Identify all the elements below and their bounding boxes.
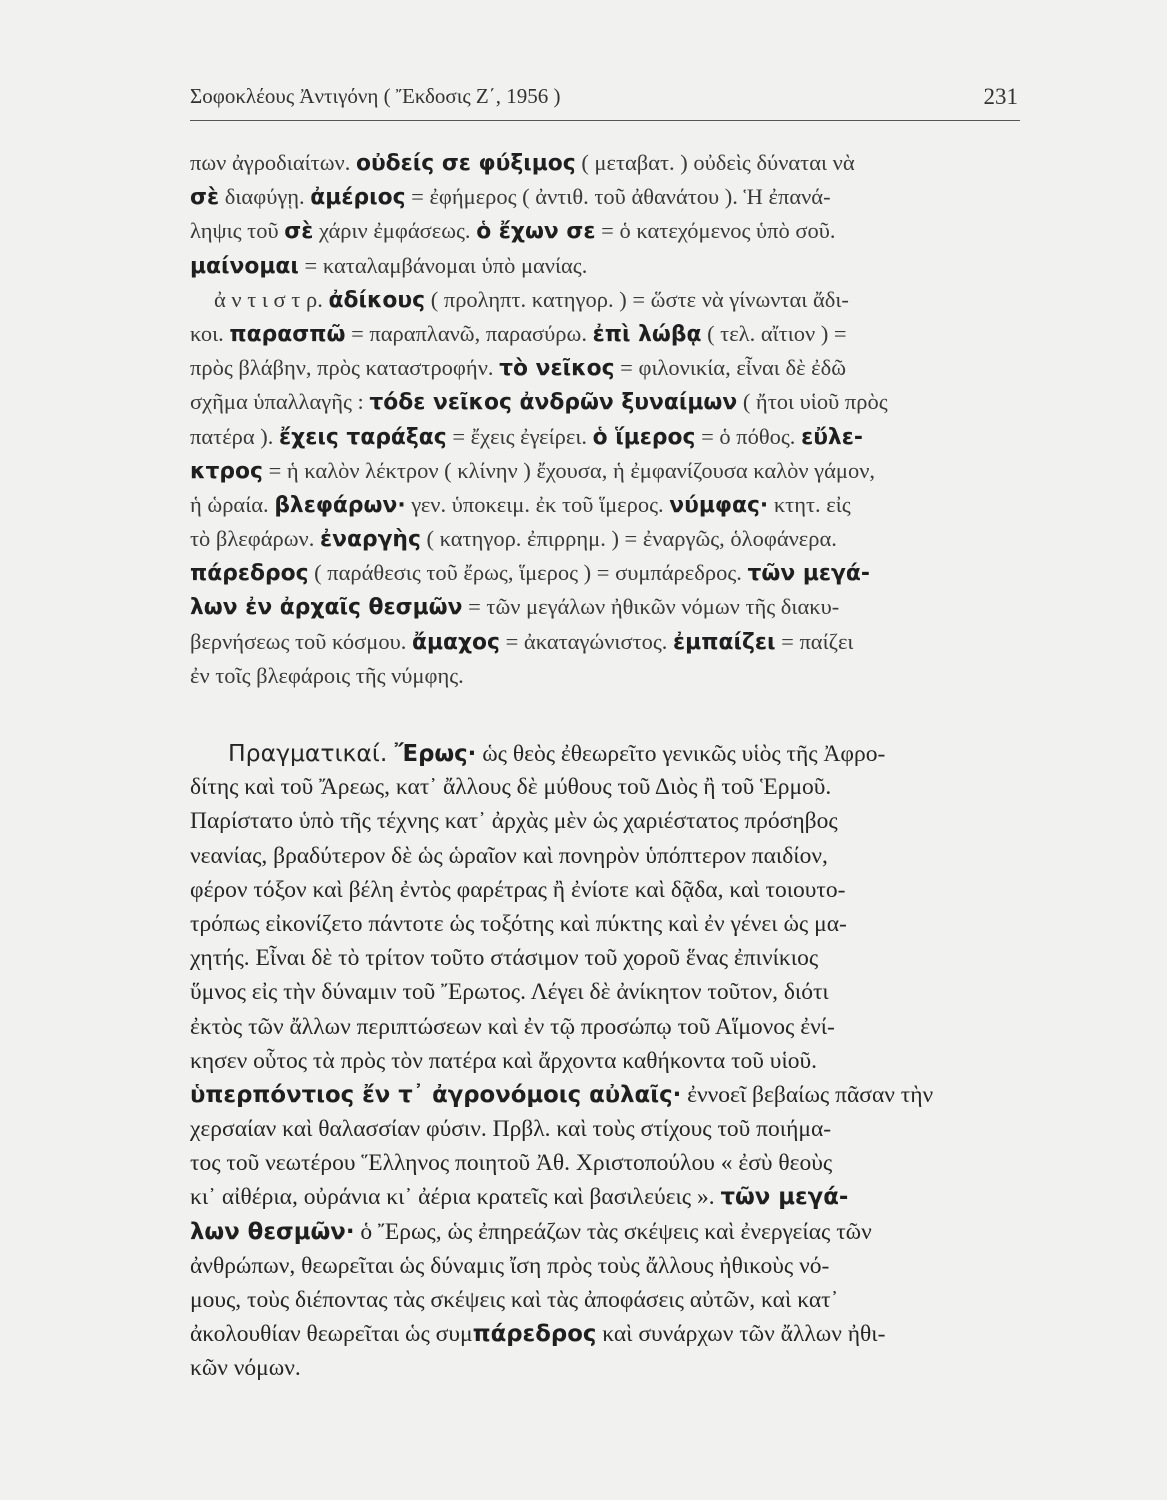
text-line: κοι. παρασπῶ = παραπλανῶ, παρασύρω. ἐπὶ λώβᾳ ( τελ. αἴτιον ) = xyxy=(190,320,847,347)
page-number: 231 xyxy=(983,84,1018,109)
factual-notes-section xyxy=(190,736,1020,1386)
text-line: δίτης καὶ τοῦ Ἄρεως, κατ᾿ ἄλλους δὲ μύθους τοῦ Διὸς ἢ τοῦ Ἑρμοῦ. xyxy=(190,774,832,801)
text-line: πων ἀγροδιαίτων. οὐδείς σε φύξιμος ( μεταβατ. ) οὐδεὶς δύναται νὰ xyxy=(190,150,855,176)
text-line: νεανίας, βραδύτερον δὲ ὡς ὡραῖον καὶ πονηρὸν ὑπόπτερον παιδίον, xyxy=(190,842,828,869)
text-line: κησεν οὗτος τὰ πρὸς τὸν πατέρα καὶ ἄρχοντα καθήκοντα τοῦ υἱοῦ. xyxy=(190,1047,818,1074)
text-line: πρὸς βλάβην, πρὸς καταστροφήν. τὸ νεῖκος = φιλονικία, εἶναι δὲ ἐδῶ xyxy=(190,355,847,382)
text-line: μαίνομαι = καταλαμβάνομαι ὑπὸ μανίας. xyxy=(190,252,588,279)
text-line: κι᾿ αἰθέρια, οὐράνια κι᾿ ἀέρια κρατεῖς καὶ βασιλεύεις ». τῶν μεγά- xyxy=(190,1184,849,1211)
text-line: Παρίστατο ὑπὸ τῆς τέχνης κατ᾿ ἀρχὰς μὲν ὡς χαριέστατος πρόσηβος xyxy=(190,808,838,835)
text-line: ὑπερπόντιος ἔν τ᾿ ἀγρονόμοις αὐλαῖς· ἐννοεῖ βεβαίως πᾶσαν τὴν xyxy=(190,1081,934,1108)
section-heading: Πραγματικαί. xyxy=(228,739,395,767)
text-line: ἀ ν τ ι σ τ ρ. ἀδίκους ( προληπτ. κατηγορ. ) = ὥστε νὰ γίνωνται ἄδι- xyxy=(214,286,849,313)
text-line: φέρον τόξον καὶ βέλη ἐντὸς φαρέτρας ἢ ἐνίοτε καὶ δᾷδα, καὶ τοιουτο- xyxy=(190,876,846,903)
text-line: ὕμνος εἰς τὴν δύναμιν τοῦ Ἔρωτος. Λέγει δὲ ἀνίκητον τοῦτον, διότι xyxy=(190,979,829,1006)
text-line: ἐν τοῖς βλεφάροις τῆς νύμφης. xyxy=(190,662,464,688)
running-title: Σοφοκλέους Ἀντιγόνη ( Ἔκδοσις Ζ΄, 1956 ) xyxy=(190,84,561,108)
text-line: Πραγματικαί. Ἔρως· ὡς θεὸς ἐθεωρεῖτο γενικῶς υἱὸς τῆς Ἀφρο- xyxy=(228,739,886,767)
text-line: τρόπως εἰκονίζετο πάντοτε ὡς τοξότης καὶ πύκτης καὶ ἐν γένει ὡς μα- xyxy=(190,910,847,937)
text-line: χερσαίαν καὶ θαλασσίαν φύσιν. Πρβλ. καὶ τοὺς στίχους τοῦ ποιήμα- xyxy=(190,1116,832,1143)
lexical-notes-section xyxy=(190,146,1020,693)
text-line: σὲ διαφύγῃ. ἀμέριος = ἐφήμερος ( ἀντιθ. τοῦ ἀθανάτου ). Ἡ ἐπανά- xyxy=(190,184,831,211)
text-line: τος τοῦ νεωτέρου Ἕλληνος ποιητοῦ Ἀθ. Χριστοπούλου « ἐσὺ θεοὺς xyxy=(190,1150,833,1177)
text-line: ἀνθρώπων, θεωρεῖται ὡς δύναμις ἴση πρὸς τοὺς ἄλλους ἠθικοὺς νό- xyxy=(190,1252,830,1279)
text-line: βερνήσεως τοῦ κόσμου. ἄμαχος = ἀκαταγώνιστος. ἐμπαίζει = παίζει xyxy=(190,628,854,655)
page-header xyxy=(190,80,1020,121)
text-line: κῶν νόμων. xyxy=(190,1355,301,1382)
text-line: πατέρα ). ἔχεις ταράξας = ἔχεις ἐγείρει. ὁ ἵμερος = ὁ πόθος. εὔλε- xyxy=(190,423,863,450)
text-line: ἡ ὡραία. βλεφάρων· γεν. ὑποκειμ. ἐκ τοῦ ἵμερος. νύμφας· κτητ. εἰς xyxy=(190,491,851,518)
text-line: σχῆμα ὑπαλλαγῆς : τόδε νεῖκος ἀνδρῶν ξυναίμων ( ἤτοι υἱοῦ πρὸς xyxy=(190,389,888,416)
text-line: λων θεσμῶν· ὁ Ἔρως, ὡς ἐπηρεάζων τὰς σκέψεις καὶ ἐνεργείας τῶν xyxy=(190,1218,872,1245)
text-line: κτρος = ἡ καλὸν λέκτρον ( κλίνην ) ἔχουσα, ἡ ἐμφανίζουσα καλὸν γάμον, xyxy=(190,457,876,484)
text-line: τὸ βλεφάρων. ἐναργὴς ( κατηγορ. ἐπιρρημ. ) = ἐναργῶς, ὁλοφάνερα. xyxy=(190,526,837,553)
text-line: χητής. Εἶναι δὲ τὸ τρίτον τοῦτο στάσιμον τοῦ χοροῦ ἕνας ἐπινίκιος xyxy=(190,945,819,972)
text-line: πάρεδρος ( παράθεσις τοῦ ἔρως, ἵμερος ) = συμπάρεδρος. τῶν μεγά- xyxy=(190,560,870,587)
text-line: ἐκτὸς τῶν ἄλλων περιπτώσεων καὶ ἐν τῷ προσώπῳ τοῦ Αἵμονος ἐνί- xyxy=(190,1013,835,1040)
text-line: ληψις τοῦ σὲ χάριν ἐμφάσεως. ὁ ἔχων σε = ὁ κατεχόμενος ὑπὸ σοῦ. xyxy=(190,218,836,245)
text-line: μους, τοὺς διέποντας τὰς σκέψεις καὶ τὰς ἀποφάσεις αὐτῶν, καὶ κατ᾿ xyxy=(190,1287,839,1313)
text-line: λων ἐν ἀρχαῖς θεσμῶν = τῶν μεγάλων ἠθικῶν νόμων τῆς διακυ- xyxy=(190,594,840,621)
text-line: ἀκολουθίαν θεωρεῖται ὡς συμπάρεδρος καὶ συνάρχων τῶν ἄλλων ἠθι- xyxy=(190,1321,886,1348)
